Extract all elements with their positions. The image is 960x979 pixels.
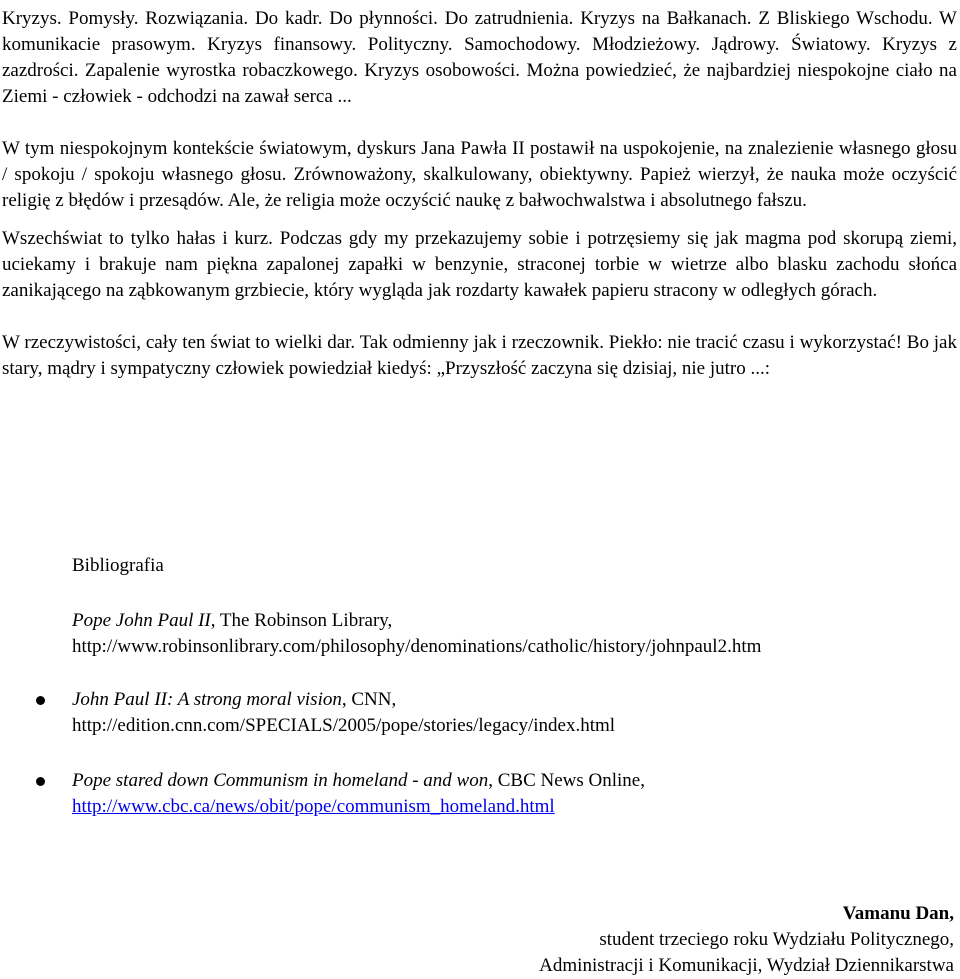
bibliography-title: Pope stared down Communism in homeland - and won	[72, 770, 489, 791]
bibliography-entry	[72, 608, 952, 660]
author-affiliation-line: Administracji i Komunikacji, Wydział Dziennikarstwa	[539, 955, 954, 976]
author-affiliation-line: student trzeciego roku Wydziału Politycznego,	[599, 929, 954, 950]
author-signature	[539, 901, 954, 979]
bibliography-title: John Paul II: A strong moral vision	[72, 689, 342, 710]
bibliography-link[interactable]: http://www.cbc.ca/news/obit/pope/communism_homeland.html	[72, 796, 555, 817]
bibliography-entry	[72, 768, 952, 820]
bibliography-source: , The Robinson Library,	[210, 610, 393, 631]
bibliography-source: , CBC News Online,	[488, 770, 645, 791]
paragraph-reality: W rzeczywistości, cały ten świat to wielki dar. Tak odmienny jak i rzeczownik. Piekło: nie tracić czasu i wykorzystać! Bo jak stary, mądry i sympatyczny człowiek powiedział kiedyś: „Przyszłość zaczyna się dzisiaj, nie jutro ...:	[2, 332, 957, 379]
author-name: Vamanu Dan,	[842, 903, 954, 924]
bibliography-heading: Bibliografia	[72, 555, 164, 576]
bibliography-source: , CNN,	[341, 689, 397, 710]
bullet-icon	[36, 696, 45, 705]
paragraph-universe: Wszechświat to tylko hałas i kurz. Podczas gdy my przekazujemy sobie i potrzęsiemy się jak magma pod skorupą ziemi, uciekamy i brakuje nam piękna zapalonej zapałki w benzynie, straconej torbie w wietrze albo blasku zachodu słońca zanikającego na ząbkowanym grzbiecie, który wygląda jak rozdarty kawałek papieru stracony w odległych górach.	[2, 228, 957, 301]
bullet-icon	[36, 777, 45, 786]
bibliography-url: http://www.robinsonlibrary.com/philosophy/denominations/catholic/history/johnpaul2.htm	[72, 636, 762, 657]
bibliography-entry	[72, 687, 952, 739]
paragraph-crisis: Kryzys. Pomysły. Rozwiązania. Do kadr. Do płynności. Do zatrudnienia. Kryzys na Bałkanach. Z Bliskiego Wschodu. W komunikacie prasowym. Kryzys finansowy. Polityczny. Samochodowy. Młodzieżowy. Jądrowy. Światowy. Kryzys z zazdrości. Zapalenie wyrostka robaczkowego. Kryzys osobowości. Można powiedzieć, że najbardziej niespokojne ciało na Ziemi - człowiek - odchodzi na zawał serca ...	[2, 8, 957, 107]
paragraph-context: W tym niespokojnym kontekście światowym, dyskurs Jana Pawła II postawił na uspokojenie, na znalezienie własnego głosu / spokoju / spokoju własnego głosu. Zrównoważony, skalkulowany, obiektywny. Papież wierzył, że nauka może oczyścić religię z błędów i przesądów. Ale, że religia może oczyścić naukę z bałwochwalstwa i absolutnego fałszu.	[2, 138, 957, 211]
article-body	[2, 6, 957, 382]
bibliography-title: Pope John Paul II	[72, 610, 211, 631]
bibliography-url: http://edition.cnn.com/SPECIALS/2005/pope/stories/legacy/index.html	[72, 715, 616, 736]
